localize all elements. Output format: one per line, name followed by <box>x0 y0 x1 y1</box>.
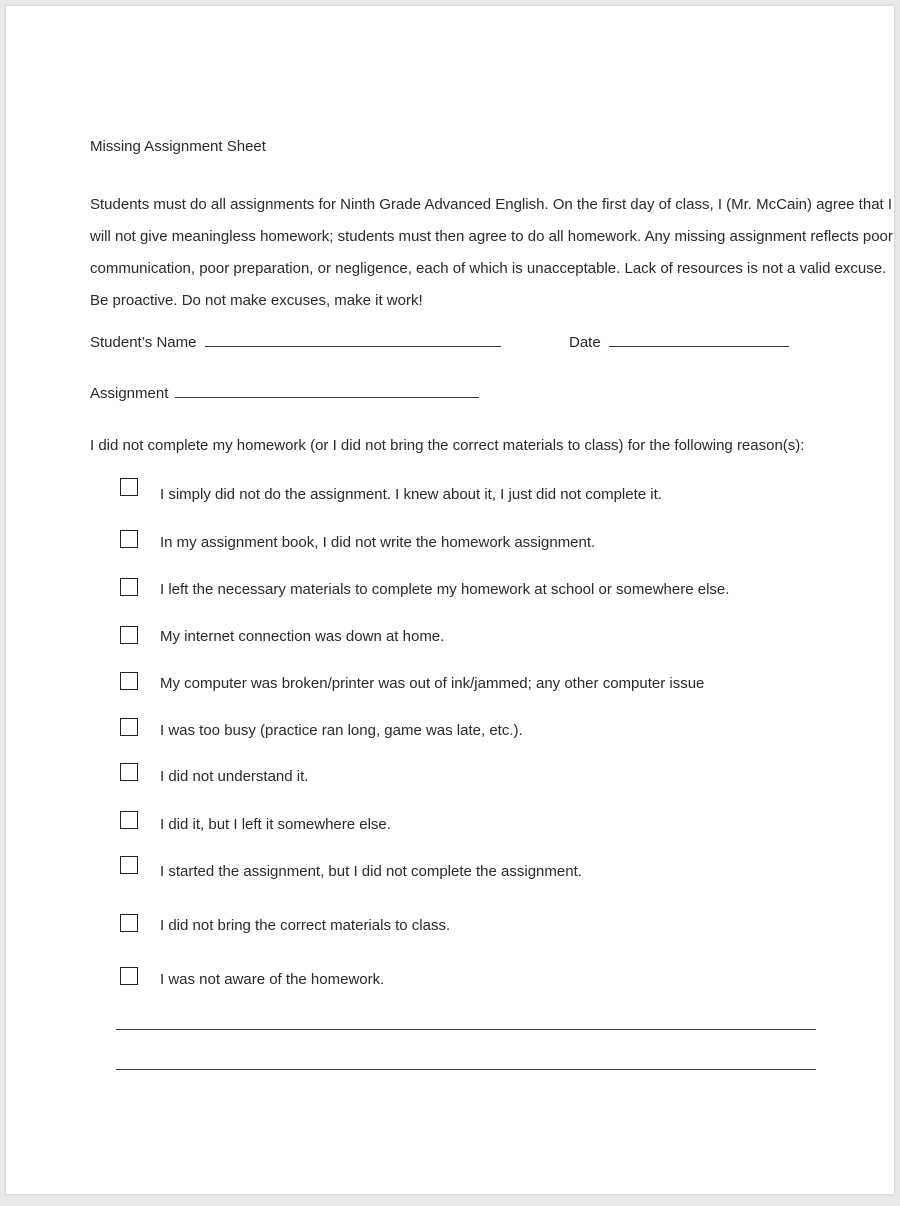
reason-label: I did it, but I left it somewhere else. <box>160 816 391 833</box>
reason-label: I started the assignment, but I did not complete the assignment. <box>160 863 582 880</box>
paragraph-line: communication, poor preparation, or negligence, each of which is unacceptable. Lack of resources is not a valid excuse. <box>90 260 887 277</box>
reason-label: I did not understand it. <box>160 768 309 785</box>
reason-label: In my assignment book, I did not write the homework assignment. <box>160 534 596 551</box>
reason-checkbox[interactable] <box>120 718 138 736</box>
reasons-intro: I did not complete my homework (or I did not bring the correct materials to class) for the following reason(s): <box>90 437 805 454</box>
paragraph-line: Be proactive. Do not make excuses, make it work! <box>90 292 423 309</box>
assignment-label: Assignment <box>90 385 169 402</box>
student-name-line[interactable] <box>205 334 501 347</box>
reason-label: I left the necessary materials to complete my homework at school or somewhere else. <box>160 581 730 598</box>
assignment-line[interactable] <box>175 385 479 398</box>
reason-checkbox[interactable] <box>120 811 138 829</box>
reason-checkbox[interactable] <box>120 856 138 874</box>
student-name-field <box>90 334 501 351</box>
reason-checkbox[interactable] <box>120 967 138 985</box>
reason-checkbox[interactable] <box>120 672 138 690</box>
reason-checkbox[interactable] <box>120 530 138 548</box>
assignment-field <box>90 385 479 402</box>
reason-label: I was too busy (practice ran long, game was late, etc.). <box>160 722 523 739</box>
date-line[interactable] <box>609 334 789 347</box>
date-field <box>569 334 789 351</box>
reason-label: My computer was broken/printer was out of ink/jammed; any other computer issue <box>160 675 705 692</box>
reason-checkbox[interactable] <box>120 478 138 496</box>
writing-line[interactable] <box>116 1029 816 1030</box>
reason-label: I did not bring the correct materials to class. <box>160 917 451 934</box>
date-label: Date <box>569 334 601 351</box>
document-title: Missing Assignment Sheet <box>90 138 266 155</box>
intro-paragraph <box>90 189 893 317</box>
student-name-label: Student’s Name <box>90 334 197 351</box>
reason-label: My internet connection was down at home. <box>160 628 445 645</box>
paragraph-line: will not give meaningless homework; students must then agree to do all homework. Any missing assignment reflects poor <box>90 228 893 245</box>
writing-line[interactable] <box>116 1069 816 1070</box>
reason-checkbox[interactable] <box>120 578 138 596</box>
reason-checkbox[interactable] <box>120 626 138 644</box>
reason-label: I simply did not do the assignment. I knew about it, I just did not complete it. <box>160 486 662 503</box>
document-page <box>6 6 894 1194</box>
reason-label: I was not aware of the homework. <box>160 971 385 988</box>
paragraph-line: Students must do all assignments for Ninth Grade Advanced English. On the first day of class, I (Mr. McCain) agree that I <box>90 196 893 213</box>
reason-checkbox[interactable] <box>120 914 138 932</box>
reason-checkbox[interactable] <box>120 763 138 781</box>
